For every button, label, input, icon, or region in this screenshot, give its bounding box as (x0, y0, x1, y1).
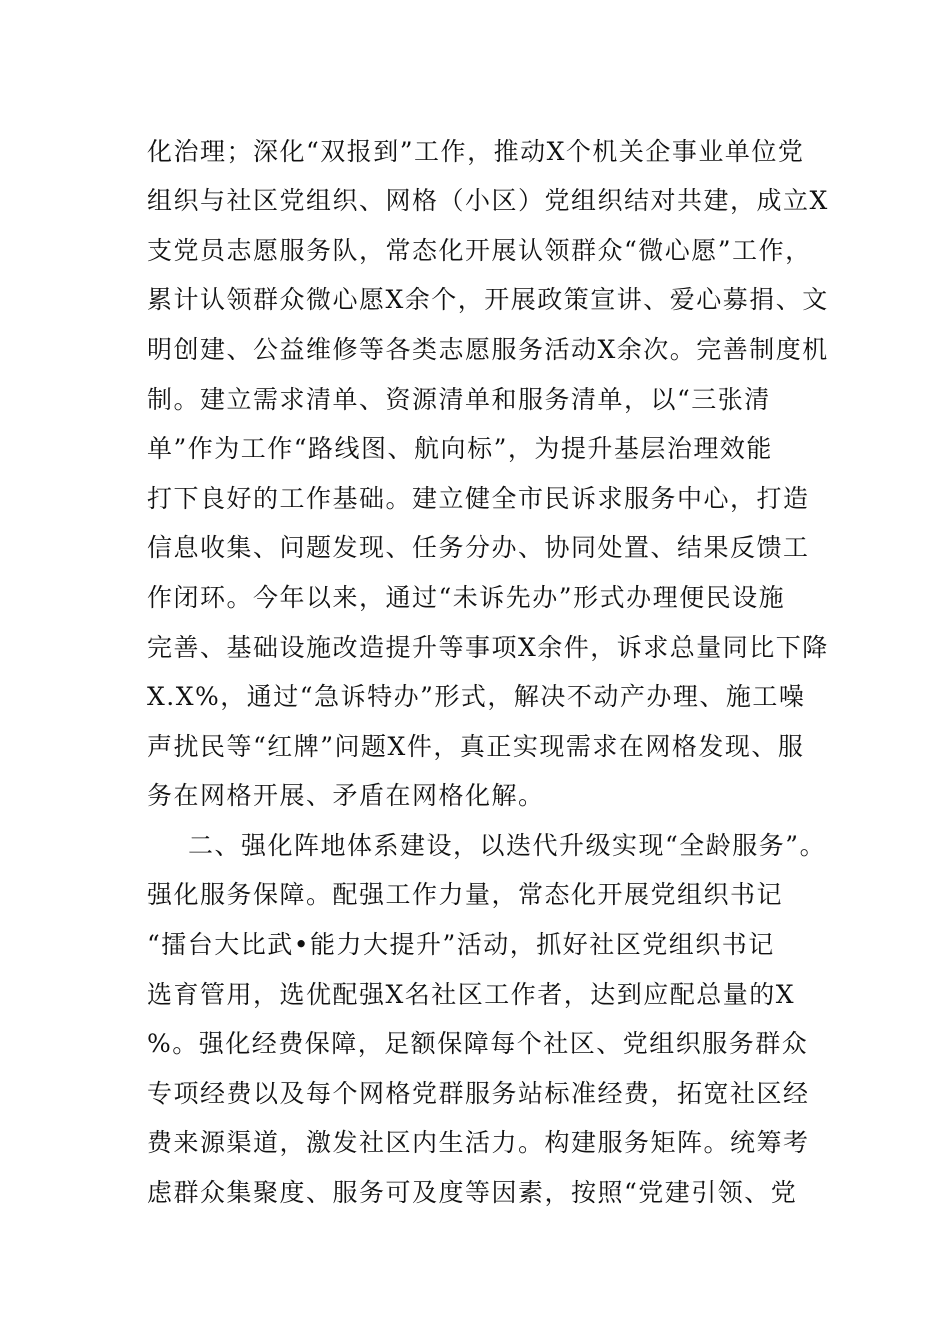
text-line: 专项经费以及每个网格党群服务站标准经费，拓宽社区经 (147, 1079, 810, 1108)
text-line: X.X%，通过“急诉特办”形式，解决不动产办理、施工噪 (147, 682, 806, 711)
text-line: 选育管用，选优配强X名社区工作者，达到应配总量的X (147, 980, 796, 1009)
text-line: 累计认领群众微心愿X余个，开展政策宣讲、爱心募捐、文 (147, 285, 829, 314)
text-line: 打下良好的工作基础。建立健全市民诉求服务中心，打造 (147, 484, 810, 513)
section-heading: 二、强化阵地体系建设，以迭代升级实现“全龄服务”。 (188, 831, 827, 860)
text-line: 虑群众集聚度、服务可及度等因素，按照“党建引领、党 (147, 1178, 798, 1207)
text-line: 作闭环。今年以来，通过“未诉先办”形式办理便民设施 (147, 583, 786, 612)
text-line: 声扰民等“红牌”问题X件，真正实现需求在网格发现、服 (147, 732, 805, 761)
text-line: 务在网格开展、矛盾在网格化解。 (147, 781, 545, 810)
text-line: 组织与社区党组织、网格（小区）党组织结对共建，成立X (147, 186, 829, 215)
text-line: 支党员志愿服务队，常态化开展认领群众“微心愿”工作， (147, 236, 812, 265)
text-line: 化治理；深化“双报到”工作，推动X个机关企事业单位党 (147, 137, 805, 166)
text-line: 制。建立需求清单、资源清单和服务清单，以“三张清 (147, 385, 771, 414)
text-line: %。强化经费保障，足额保障每个社区、党组织服务群众 (147, 1029, 809, 1058)
text-line: 明创建、公益维修等各类志愿服务活动X余次。完善制度机 (147, 335, 829, 364)
text-line: 信息收集、问题发现、任务分办、协同处置、结果反馈工 (147, 533, 810, 562)
text-line: 完善、基础设施改造提升等事项X余件，诉求总量同比下降 (147, 633, 829, 662)
text-line: 费来源渠道，激发社区内生活力。构建服务矩阵。统筹考 (147, 1128, 810, 1157)
text-line: 强化服务保障。配强工作力量，常态化开展党组织书记 (147, 880, 784, 909)
text-line: 单”作为工作“路线图、航向标”，为提升基层治理效能 (147, 434, 773, 463)
text-line: “擂台大比武•能力大提升”活动，抓好社区党组织书记 (147, 930, 775, 959)
